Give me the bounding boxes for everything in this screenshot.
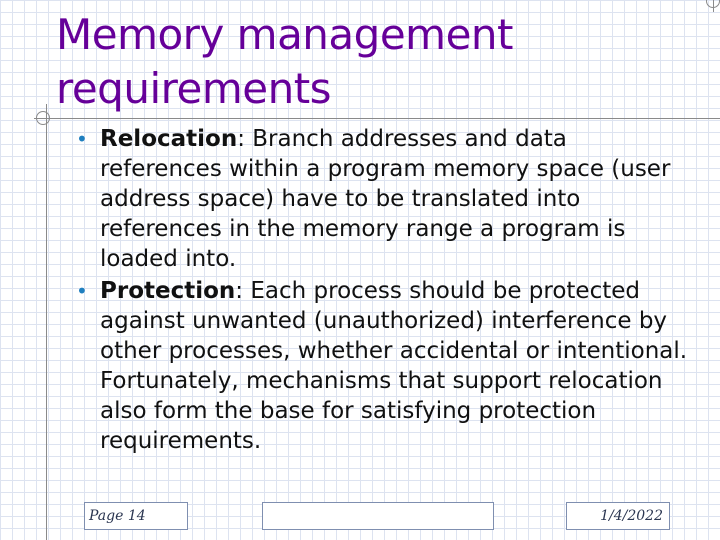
slide-title-line-2: requirements [56, 64, 332, 113]
bullet-text: : Branch addresses and data references within a program memory space (user address space) have to be translated into references in the memory range a program is loaded into. [100, 126, 671, 272]
bullet-marker-icon: • [76, 279, 88, 303]
decorative-vertical-rule [46, 104, 47, 540]
decorative-circle-top-right [706, 0, 720, 8]
decorative-circle [36, 111, 50, 125]
bullet-list [74, 124, 694, 458]
footer-date: 1/4/2022 [566, 502, 670, 530]
bullet-marker-icon: • [76, 127, 88, 151]
decorative-horizontal-rule [34, 118, 720, 119]
slide-title-line-1: Memory management [56, 10, 514, 59]
footer-center-box [262, 502, 494, 530]
bullet-text: : Each process should be protected against unwanted (unauthorized) interference by other processes, whether accidental or intentional. Fortunately, mechanisms that support relocation also form the base for satisfying protection requirements. [100, 278, 688, 454]
bullet-term: Relocation [100, 126, 238, 152]
slide-title [56, 8, 696, 116]
footer-page-number: Page 14 [84, 502, 188, 530]
bullet-item-relocation [74, 124, 694, 274]
bullet-item-protection [74, 276, 694, 456]
bullet-term: Protection [100, 278, 236, 304]
